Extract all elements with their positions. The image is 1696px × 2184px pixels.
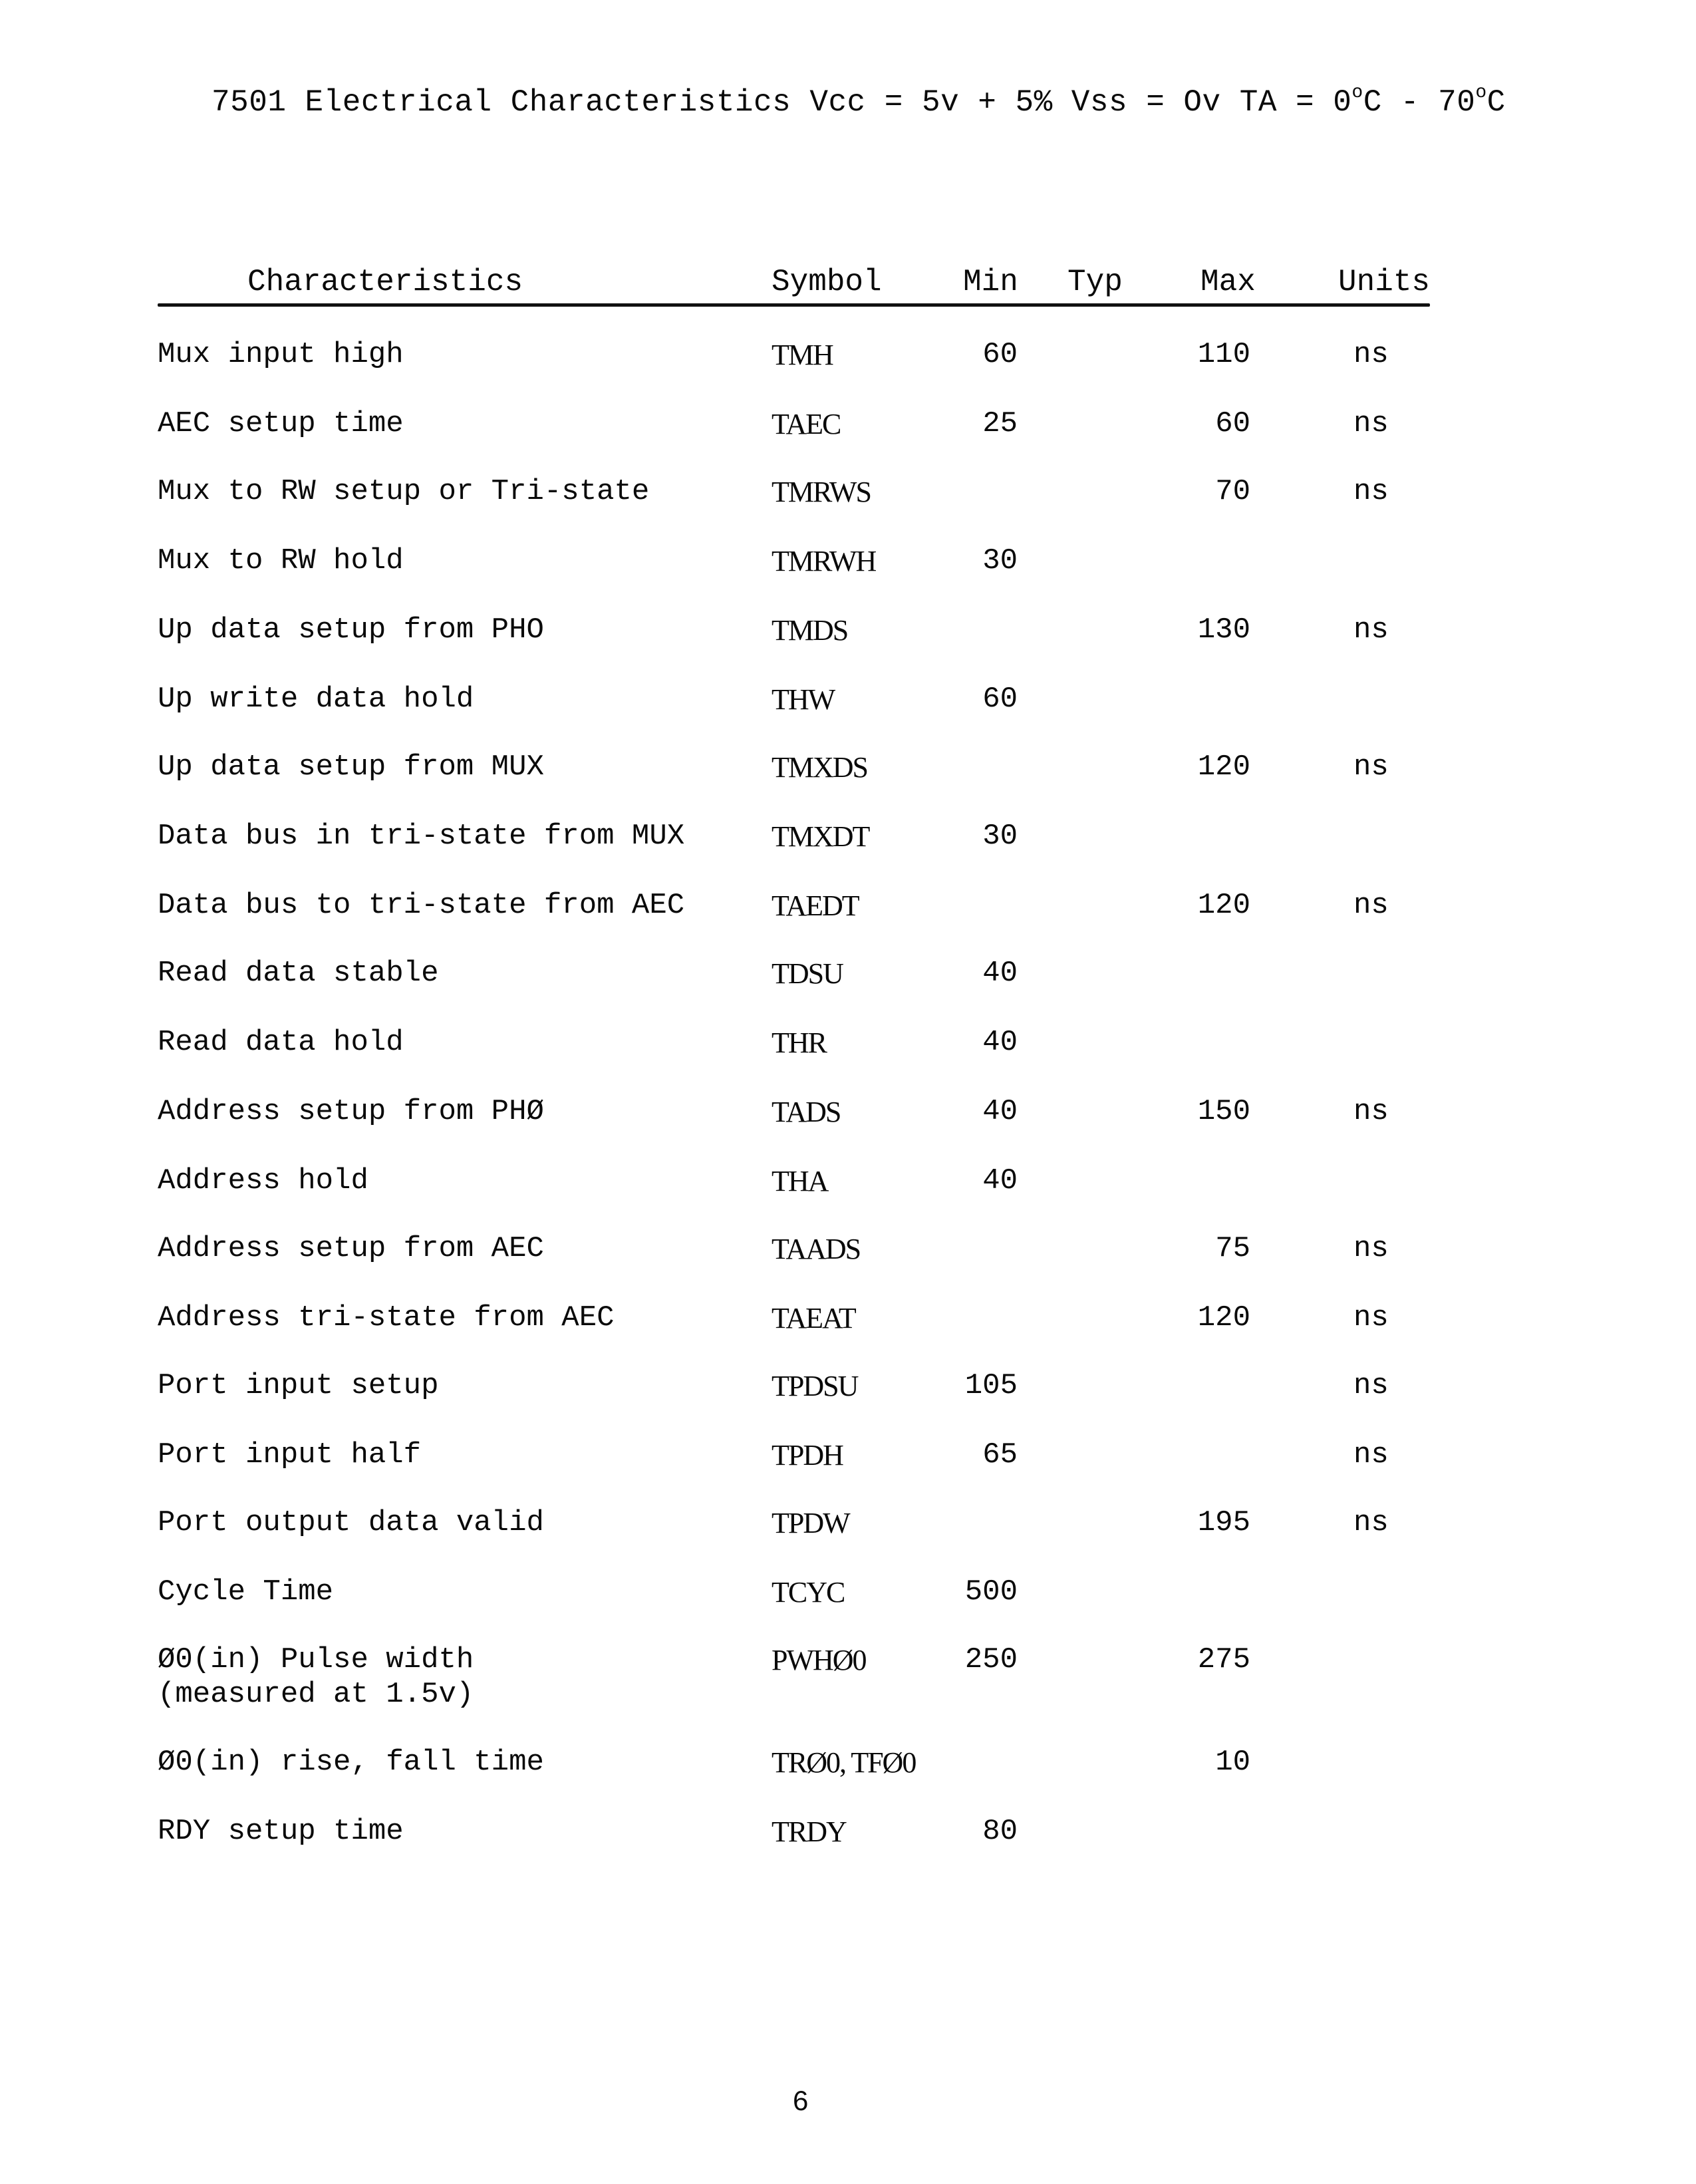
row-characteristic xyxy=(158,1026,404,1059)
row-units xyxy=(1353,750,1389,784)
row-max-text: 70 xyxy=(1215,475,1250,508)
row-symbol-text: TDSU xyxy=(772,957,843,990)
row-characteristic-text: Address hold xyxy=(158,1164,368,1197)
row-symbol-text: TMRWH xyxy=(772,545,876,577)
row-min xyxy=(918,1575,1018,1609)
row-units-text: ns xyxy=(1353,1232,1389,1265)
table-row xyxy=(0,544,1696,597)
row-characteristic-text: Address tri-state from AEC xyxy=(158,1301,615,1334)
row-characteristic xyxy=(158,613,544,647)
row-characteristic-text: Up data setup from MUX xyxy=(158,750,544,784)
row-max-text: 195 xyxy=(1197,1506,1250,1539)
row-characteristic-text: Data bus in tri-state from MUX xyxy=(158,820,685,853)
row-symbol xyxy=(772,407,840,441)
row-max xyxy=(1151,750,1250,784)
table-row xyxy=(0,1643,1696,1711)
row-characteristic xyxy=(158,544,404,577)
row-max-text: 10 xyxy=(1215,1746,1250,1779)
row-characteristic xyxy=(158,957,438,990)
document-title xyxy=(212,82,1506,120)
row-min-text: 40 xyxy=(982,1095,1018,1128)
row-symbol-text: TADS xyxy=(772,1096,841,1128)
row-characteristic-text: RDY setup time xyxy=(158,1815,404,1848)
row-units xyxy=(1353,338,1389,371)
row-min-text: 500 xyxy=(964,1575,1018,1609)
row-symbol xyxy=(772,1369,857,1403)
row-max xyxy=(1151,1232,1250,1265)
header-typ: Typ xyxy=(1067,265,1123,299)
table-row xyxy=(0,820,1696,873)
header-rule xyxy=(158,303,1430,307)
table-row xyxy=(0,1095,1696,1148)
row-min-text: 250 xyxy=(964,1643,1018,1676)
row-max xyxy=(1151,407,1250,440)
row-symbol-text: TMRWS xyxy=(772,476,871,508)
row-characteristic xyxy=(158,1815,404,1848)
row-symbol-text: TMXDS xyxy=(772,751,868,784)
table-row xyxy=(0,957,1696,1010)
row-units-text: ns xyxy=(1353,1506,1389,1539)
row-characteristic-text: Address setup from AEC xyxy=(158,1232,544,1265)
row-min xyxy=(918,1815,1018,1848)
row-characteristic-text: Mux input high xyxy=(158,338,404,371)
row-units xyxy=(1353,1438,1389,1472)
row-units-text: ns xyxy=(1353,1438,1389,1472)
row-min xyxy=(918,1438,1018,1472)
row-min-text: 60 xyxy=(982,683,1018,716)
row-min xyxy=(918,820,1018,853)
row-symbol-text: TAEC xyxy=(772,408,841,440)
row-units-text: ns xyxy=(1353,475,1389,508)
row-characteristic xyxy=(158,1746,544,1779)
table-row xyxy=(0,1232,1696,1285)
row-min xyxy=(918,1164,1018,1197)
row-symbol-text: TRØ0, TFØ0 xyxy=(772,1746,916,1779)
row-characteristic-text: Up write data hold xyxy=(158,683,474,716)
row-units-text: ns xyxy=(1353,1301,1389,1334)
row-max-text: 120 xyxy=(1197,1301,1250,1334)
row-symbol xyxy=(772,1575,844,1609)
row-characteristic xyxy=(158,820,684,853)
row-symbol-text: TAADS xyxy=(772,1233,861,1265)
table-row xyxy=(0,1164,1696,1217)
row-min-text: 30 xyxy=(982,544,1018,577)
row-min-text: 40 xyxy=(982,1026,1018,1059)
row-min xyxy=(918,1369,1018,1402)
row-max xyxy=(1151,338,1250,371)
row-characteristic-text: Ø0(in) rise, fall time xyxy=(158,1746,544,1779)
row-units-text: ns xyxy=(1353,1095,1389,1128)
row-characteristic-text: Read data stable xyxy=(158,957,439,990)
row-symbol xyxy=(772,613,847,647)
row-symbol xyxy=(772,1815,846,1849)
row-max xyxy=(1151,613,1250,647)
row-max-text: 120 xyxy=(1197,889,1250,922)
row-symbol xyxy=(772,475,871,509)
row-min-text: 40 xyxy=(982,957,1018,990)
row-characteristic xyxy=(158,1164,368,1197)
row-units xyxy=(1353,1369,1389,1402)
header-symbol: Symbol xyxy=(772,265,882,299)
row-symbol xyxy=(772,1438,843,1472)
row-max xyxy=(1151,1095,1250,1128)
row-min-text: 25 xyxy=(982,407,1018,440)
row-symbol-text: TAEAT xyxy=(772,1302,855,1334)
row-characteristic xyxy=(158,1301,615,1334)
row-symbol xyxy=(772,1643,866,1677)
table-row xyxy=(0,1026,1696,1079)
row-units xyxy=(1353,407,1389,440)
row-min-text: 80 xyxy=(982,1815,1018,1848)
row-characteristic-text: Ø0(in) Pulse width xyxy=(158,1643,474,1676)
row-symbol xyxy=(772,1506,849,1540)
row-characteristic-text: Mux to RW setup or Tri-state xyxy=(158,475,650,508)
row-units xyxy=(1353,613,1389,647)
row-max xyxy=(1151,1643,1250,1676)
table-row xyxy=(0,1746,1696,1799)
row-units-text: ns xyxy=(1353,1369,1389,1402)
row-characteristic xyxy=(158,1575,333,1609)
row-characteristic xyxy=(158,1369,438,1402)
row-min xyxy=(918,1643,1018,1676)
row-symbol-text: TPDW xyxy=(772,1507,849,1539)
row-max xyxy=(1151,889,1250,922)
row-characteristic xyxy=(158,1232,544,1265)
row-min-text: 60 xyxy=(982,338,1018,371)
table-row xyxy=(0,613,1696,667)
title-text-mid: C - 70 xyxy=(1363,85,1476,120)
table-row xyxy=(0,1506,1696,1559)
row-symbol-text: THA xyxy=(772,1165,828,1197)
row-characteristic xyxy=(158,1506,544,1539)
row-symbol-text: TCYC xyxy=(772,1576,845,1609)
row-symbol xyxy=(772,683,834,716)
table-row xyxy=(0,475,1696,528)
row-units xyxy=(1353,1232,1389,1265)
row-min xyxy=(918,957,1018,990)
table-row xyxy=(0,1438,1696,1491)
row-symbol-text: TMH xyxy=(772,339,833,371)
row-max-text: 275 xyxy=(1197,1643,1250,1676)
row-units xyxy=(1353,1095,1389,1128)
degree-symbol: o xyxy=(1351,82,1363,103)
row-min xyxy=(918,1026,1018,1059)
row-characteristic-text: Data bus to tri-state from AEC xyxy=(158,889,685,922)
row-min xyxy=(918,544,1018,577)
row-symbol xyxy=(772,750,867,784)
row-units-text: ns xyxy=(1353,338,1389,371)
row-characteristic xyxy=(158,338,404,371)
row-characteristic xyxy=(158,889,684,922)
row-characteristic-text: Mux to RW hold xyxy=(158,544,404,577)
row-min xyxy=(918,407,1018,440)
row-units xyxy=(1353,1506,1389,1539)
header-max: Max xyxy=(1201,265,1256,299)
row-units xyxy=(1353,889,1389,922)
row-symbol-text: TRDY xyxy=(772,1815,846,1848)
row-symbol-text: PWHØ0 xyxy=(772,1644,866,1676)
row-min xyxy=(918,338,1018,371)
row-characteristic-text: Port output data valid xyxy=(158,1506,544,1539)
row-symbol xyxy=(772,1164,827,1198)
row-characteristic-text: AEC setup time xyxy=(158,407,404,440)
row-symbol xyxy=(772,1301,855,1335)
row-units-text: ns xyxy=(1353,613,1389,647)
row-characteristic xyxy=(158,407,404,440)
row-symbol xyxy=(772,889,859,923)
row-symbol-text: TAEDT xyxy=(772,889,859,922)
table-row xyxy=(0,1815,1696,1868)
table-row xyxy=(0,1575,1696,1629)
row-symbol xyxy=(772,1095,840,1129)
table-row xyxy=(0,750,1696,804)
row-symbol-text: TPDH xyxy=(772,1439,843,1472)
row-characteristic xyxy=(158,1095,544,1128)
row-symbol-text: TPDSU xyxy=(772,1370,858,1402)
page-number: 6 xyxy=(793,2085,809,2116)
row-symbol-text: THR xyxy=(772,1026,826,1059)
row-units xyxy=(1353,1301,1389,1334)
row-max-text: 75 xyxy=(1215,1232,1250,1265)
row-min xyxy=(918,683,1018,716)
row-max xyxy=(1151,1301,1250,1334)
row-characteristic-text: Cycle Time xyxy=(158,1575,334,1609)
row-units-text: ns xyxy=(1353,889,1389,922)
table-row xyxy=(0,1301,1696,1354)
row-max xyxy=(1151,1506,1250,1539)
row-characteristic xyxy=(158,475,649,508)
row-max-text: 60 xyxy=(1215,407,1250,440)
row-symbol xyxy=(772,544,875,578)
row-characteristic-text: Address setup from PHØ xyxy=(158,1095,544,1128)
row-max xyxy=(1151,1746,1250,1779)
row-min-text: 30 xyxy=(982,820,1018,853)
table-row xyxy=(0,683,1696,736)
row-symbol xyxy=(772,1746,915,1780)
row-min-text: 105 xyxy=(964,1369,1018,1402)
row-symbol xyxy=(772,820,869,854)
row-max-text: 130 xyxy=(1197,613,1250,647)
row-min-text: 65 xyxy=(982,1438,1018,1472)
degree-symbol: o xyxy=(1475,82,1487,103)
header-characteristics: Characteristics xyxy=(247,265,523,299)
row-characteristic-text: Port input half xyxy=(158,1438,422,1472)
row-symbol xyxy=(772,957,843,991)
row-characteristic-text: Up data setup from PHO xyxy=(158,613,544,647)
row-units xyxy=(1353,475,1389,508)
table-row xyxy=(0,407,1696,460)
row-symbol xyxy=(772,1026,826,1060)
table-row xyxy=(0,1369,1696,1422)
row-symbol xyxy=(772,1232,860,1266)
row-max-text: 110 xyxy=(1197,338,1250,371)
row-max-text: 150 xyxy=(1197,1095,1250,1128)
title-text-end: C xyxy=(1486,85,1506,120)
row-units-text: ns xyxy=(1353,407,1389,440)
row-note: (measured at 1.5v) xyxy=(158,1678,474,1711)
row-characteristic-text: Read data hold xyxy=(158,1026,404,1059)
row-symbol xyxy=(772,338,833,372)
row-max xyxy=(1151,475,1250,508)
row-min-text: 40 xyxy=(982,1164,1018,1197)
row-symbol-text: TMXDT xyxy=(772,820,869,853)
row-characteristic xyxy=(158,1643,474,1711)
header-units: Units xyxy=(1338,265,1431,299)
row-characteristic xyxy=(158,1438,421,1472)
row-max-text: 120 xyxy=(1197,750,1250,784)
row-characteristic-text: Port input setup xyxy=(158,1369,439,1402)
title-text: 7501 Electrical Characteristics Vcc = 5v + 5% Vss = Ov TA = 0 xyxy=(212,85,1352,120)
table-row xyxy=(0,889,1696,942)
header-min: Min xyxy=(963,265,1018,299)
table-row xyxy=(0,338,1696,391)
row-symbol-text: THW xyxy=(772,683,835,716)
row-symbol-text: TMDS xyxy=(772,614,848,647)
row-characteristic xyxy=(158,750,544,784)
row-units-text: ns xyxy=(1353,750,1389,784)
row-min xyxy=(918,1095,1018,1128)
row-characteristic xyxy=(158,683,474,716)
